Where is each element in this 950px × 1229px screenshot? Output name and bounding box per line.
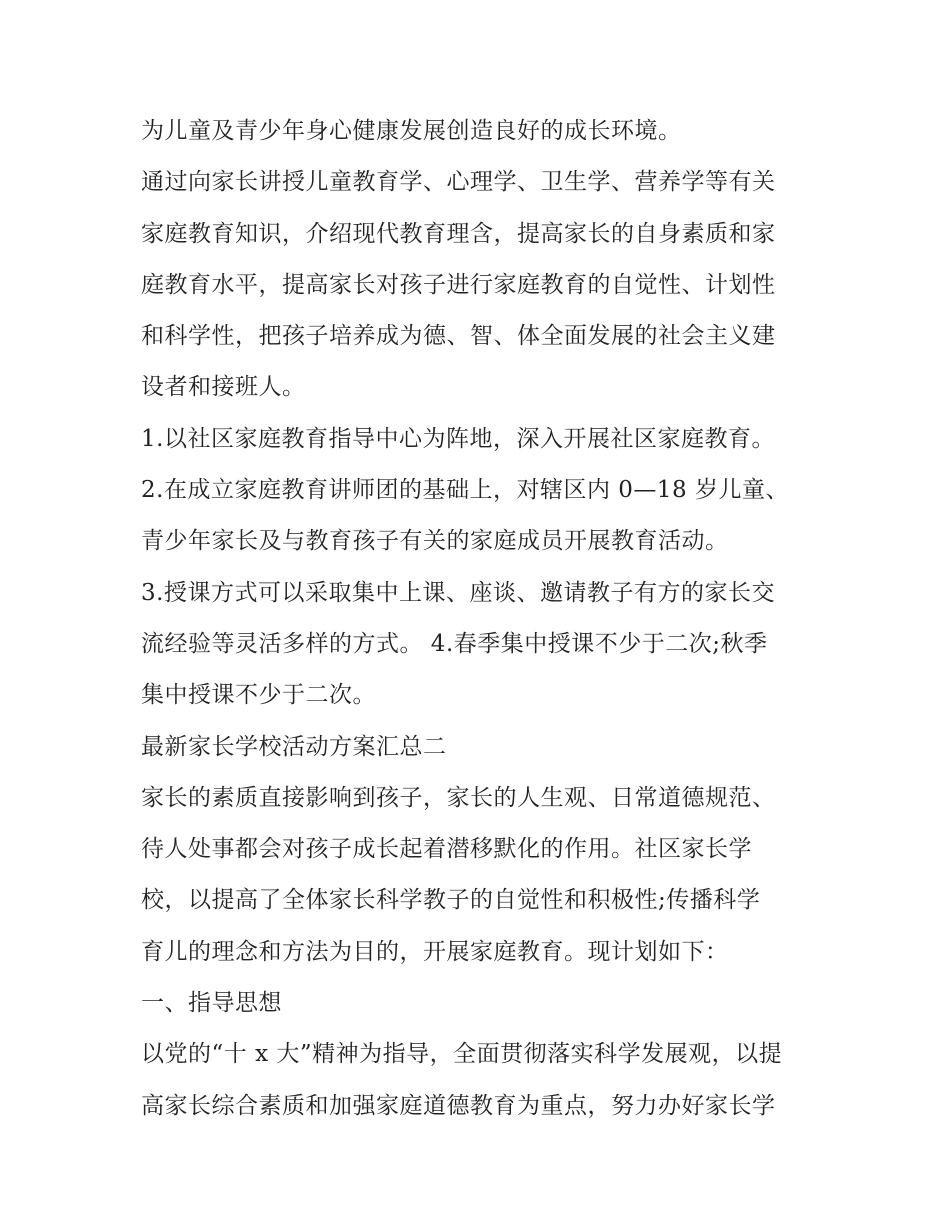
section-heading: 最新家长学校活动方案汇总二 [141,733,447,760]
text-line: 为儿童及青少年身心健康发展创造良好的成长环境。 [141,118,682,144]
text-line: 待人处事都会对孩子成长起着潜移默化的作用。社区家长学 [141,836,752,863]
list-item: 1.以社区家庭教育指导中心为阵地，深入开展社区家庭教育。 [141,425,775,452]
text-line: 流经验等灵活多样的方式。 4.春季集中授课不少于二次;秋季 [141,630,768,657]
text-line: 和科学性，把孩子培养成为德、智、体全面发展的社会主义建 [141,323,776,350]
text-line: 青少年家长及与教育孩子有关的家庭成员开展教育活动。 [141,528,729,555]
section-heading: 一、指导思想 [141,990,282,1017]
list-item: 2.在成立家庭教育讲师团的基础上，对辖区内 0—18 岁儿童、 [141,477,789,504]
text-line: 以党的“十 x 大”精神为指导，全面贯彻落实科学发展观，以提 [141,1041,783,1068]
text-line: 高家长综合素质和加强家庭道德教育为重点，努力办好家长学 [141,1092,776,1119]
text-line: 集中授课不少于二次。 [141,682,376,709]
text-line: 庭教育水平，提高家长对孩子进行家庭教育的自觉性、计划性 [141,271,776,298]
text-line: 校，以提高了全体家长科学教子的自觉性和积极性;传播科学 [141,887,761,914]
text-line: 设者和接班人。 [141,374,306,401]
text-line: 育儿的理念和方法为目的，开展家庭教育。现计划如下： [141,938,729,965]
text-line: 家庭教育知识，介绍现代教育理含，提高家长的自身素质和家 [141,220,776,247]
text-line: 家长的素质直接影响到孩子，家长的人生观、日常道德规范、 [141,784,776,811]
text-line: 通过向家长讲授儿童教育学、心理学、卫生学、营养学等有关 [141,169,776,196]
document-body [141,106,821,1132]
list-item: 3.授课方式可以采取集中上课、座谈、邀请教子有方的家长交 [141,579,775,606]
